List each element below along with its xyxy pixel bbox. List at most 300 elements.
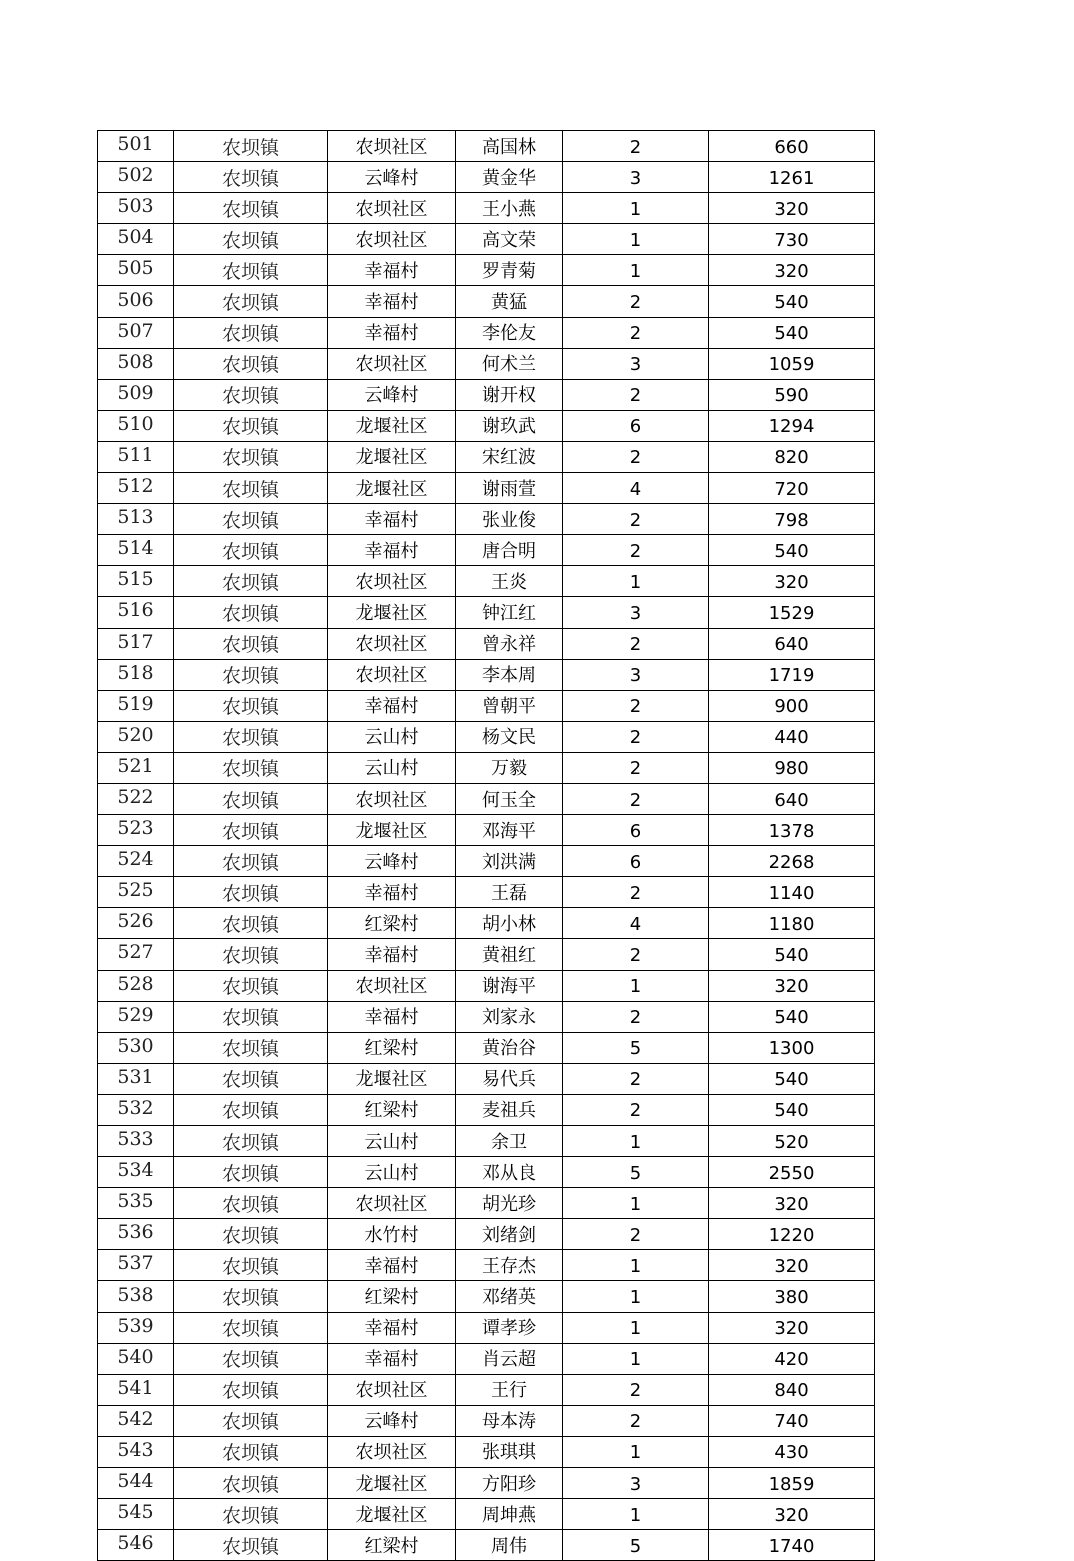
household-size-cell: 2 <box>563 1405 709 1436</box>
row-number-cell: 539 <box>98 1312 174 1343</box>
village-cell: 幸福村 <box>328 939 456 970</box>
row-number-cell: 519 <box>98 690 174 721</box>
village-cell: 幸福村 <box>328 690 456 721</box>
town-cell: 农坝镇 <box>174 348 328 379</box>
row-number-cell: 506 <box>98 286 174 317</box>
person-name-cell: 方阳珍 <box>456 1468 563 1499</box>
table-row <box>98 1094 875 1125</box>
person-name-cell: 何术兰 <box>456 348 563 379</box>
table-row <box>98 690 875 721</box>
town-cell: 农坝镇 <box>174 877 328 908</box>
table-row <box>98 721 875 752</box>
person-name-cell: 肖云超 <box>456 1343 563 1374</box>
village-cell: 红梁村 <box>328 1530 456 1561</box>
person-name-cell: 邓海平 <box>456 815 563 846</box>
village-cell: 龙堰社区 <box>328 815 456 846</box>
person-name-cell: 张琪琪 <box>456 1436 563 1467</box>
row-number-cell: 538 <box>98 1281 174 1312</box>
village-cell: 农坝社区 <box>328 659 456 690</box>
amount-cell: 1859 <box>709 1468 875 1499</box>
table-row <box>98 1281 875 1312</box>
household-size-cell: 6 <box>563 846 709 877</box>
village-cell: 云山村 <box>328 752 456 783</box>
village-cell: 幸福村 <box>328 877 456 908</box>
row-number-cell: 502 <box>98 162 174 193</box>
row-number-cell: 546 <box>98 1530 174 1561</box>
town-cell: 农坝镇 <box>174 970 328 1001</box>
town-cell: 农坝镇 <box>174 1032 328 1063</box>
amount-cell: 980 <box>709 752 875 783</box>
village-cell: 龙堰社区 <box>328 1468 456 1499</box>
amount-cell: 1378 <box>709 815 875 846</box>
table-row <box>98 317 875 348</box>
amount-cell: 540 <box>709 1094 875 1125</box>
town-cell: 农坝镇 <box>174 597 328 628</box>
town-cell: 农坝镇 <box>174 752 328 783</box>
row-number-cell: 544 <box>98 1468 174 1499</box>
household-size-cell: 2 <box>563 317 709 348</box>
village-cell: 红梁村 <box>328 1094 456 1125</box>
town-cell: 农坝镇 <box>174 255 328 286</box>
amount-cell: 1719 <box>709 659 875 690</box>
table-row <box>98 628 875 659</box>
village-cell: 龙堰社区 <box>328 410 456 441</box>
household-size-cell: 2 <box>563 441 709 472</box>
person-name-cell: 高文荣 <box>456 224 563 255</box>
row-number-cell: 532 <box>98 1094 174 1125</box>
town-cell: 农坝镇 <box>174 1188 328 1219</box>
row-number-cell: 541 <box>98 1374 174 1405</box>
table-row <box>98 441 875 472</box>
town-cell: 农坝镇 <box>174 535 328 566</box>
village-cell: 云山村 <box>328 1126 456 1157</box>
row-number-cell: 521 <box>98 752 174 783</box>
table-row <box>98 1157 875 1188</box>
village-cell: 龙堰社区 <box>328 473 456 504</box>
table-row <box>98 597 875 628</box>
village-cell: 幸福村 <box>328 1250 456 1281</box>
row-number-cell: 501 <box>98 131 174 162</box>
household-size-cell: 2 <box>563 131 709 162</box>
person-name-cell: 刘洪满 <box>456 846 563 877</box>
town-cell: 农坝镇 <box>174 908 328 939</box>
town-cell: 农坝镇 <box>174 1281 328 1312</box>
household-size-cell: 2 <box>563 1219 709 1250</box>
person-name-cell: 谭孝珍 <box>456 1312 563 1343</box>
amount-cell: 1220 <box>709 1219 875 1250</box>
town-cell: 农坝镇 <box>174 659 328 690</box>
town-cell: 农坝镇 <box>174 1468 328 1499</box>
person-name-cell: 黄祖红 <box>456 939 563 970</box>
table-row <box>98 1468 875 1499</box>
person-name-cell: 高国林 <box>456 131 563 162</box>
household-size-cell: 1 <box>563 1499 709 1530</box>
village-cell: 红梁村 <box>328 1281 456 1312</box>
amount-cell: 1059 <box>709 348 875 379</box>
village-cell: 农坝社区 <box>328 1436 456 1467</box>
village-cell: 幸福村 <box>328 317 456 348</box>
row-number-cell: 527 <box>98 939 174 970</box>
household-size-cell: 3 <box>563 597 709 628</box>
town-cell: 农坝镇 <box>174 846 328 877</box>
town-cell: 农坝镇 <box>174 441 328 472</box>
table-row <box>98 1436 875 1467</box>
table-row <box>98 535 875 566</box>
amount-cell: 1529 <box>709 597 875 628</box>
row-number-cell: 528 <box>98 970 174 1001</box>
table-row <box>98 1032 875 1063</box>
town-cell: 农坝镇 <box>174 504 328 535</box>
amount-cell: 1140 <box>709 877 875 908</box>
household-size-cell: 1 <box>563 1188 709 1219</box>
person-name-cell: 胡小林 <box>456 908 563 939</box>
amount-cell: 320 <box>709 1312 875 1343</box>
person-name-cell: 何玉全 <box>456 783 563 814</box>
village-cell: 云山村 <box>328 1157 456 1188</box>
row-number-cell: 516 <box>98 597 174 628</box>
household-size-cell: 1 <box>563 1281 709 1312</box>
row-number-cell: 529 <box>98 1001 174 1032</box>
household-size-cell: 2 <box>563 1374 709 1405</box>
household-size-cell: 1 <box>563 193 709 224</box>
household-size-cell: 2 <box>563 721 709 752</box>
household-size-cell: 5 <box>563 1032 709 1063</box>
town-cell: 农坝镇 <box>174 939 328 970</box>
village-cell: 龙堰社区 <box>328 1499 456 1530</box>
household-size-cell: 2 <box>563 877 709 908</box>
town-cell: 农坝镇 <box>174 1001 328 1032</box>
household-size-cell: 1 <box>563 1436 709 1467</box>
village-cell: 龙堰社区 <box>328 597 456 628</box>
amount-cell: 320 <box>709 193 875 224</box>
village-cell: 红梁村 <box>328 1032 456 1063</box>
person-name-cell: 周坤燕 <box>456 1499 563 1530</box>
table-row <box>98 1063 875 1094</box>
row-number-cell: 513 <box>98 504 174 535</box>
village-cell: 幸福村 <box>328 1001 456 1032</box>
amount-cell: 540 <box>709 286 875 317</box>
person-name-cell: 李伦友 <box>456 317 563 348</box>
household-size-cell: 2 <box>563 1001 709 1032</box>
row-number-cell: 534 <box>98 1157 174 1188</box>
amount-cell: 590 <box>709 379 875 410</box>
household-size-cell: 2 <box>563 535 709 566</box>
row-number-cell: 514 <box>98 535 174 566</box>
amount-cell: 520 <box>709 1126 875 1157</box>
amount-cell: 540 <box>709 939 875 970</box>
town-cell: 农坝镇 <box>174 286 328 317</box>
household-size-cell: 6 <box>563 410 709 441</box>
household-size-cell: 5 <box>563 1530 709 1561</box>
amount-cell: 440 <box>709 721 875 752</box>
row-number-cell: 505 <box>98 255 174 286</box>
village-cell: 农坝社区 <box>328 348 456 379</box>
town-cell: 农坝镇 <box>174 1499 328 1530</box>
household-size-cell: 2 <box>563 1063 709 1094</box>
household-size-cell: 1 <box>563 1343 709 1374</box>
amount-cell: 660 <box>709 131 875 162</box>
row-number-cell: 518 <box>98 659 174 690</box>
amount-cell: 320 <box>709 566 875 597</box>
row-number-cell: 530 <box>98 1032 174 1063</box>
person-name-cell: 罗青菊 <box>456 255 563 286</box>
table-row <box>98 1312 875 1343</box>
person-name-cell: 麦祖兵 <box>456 1094 563 1125</box>
row-number-cell: 543 <box>98 1436 174 1467</box>
row-number-cell: 545 <box>98 1499 174 1530</box>
row-number-cell: 509 <box>98 379 174 410</box>
row-number-cell: 520 <box>98 721 174 752</box>
household-size-cell: 6 <box>563 815 709 846</box>
table-row <box>98 193 875 224</box>
town-cell: 农坝镇 <box>174 224 328 255</box>
town-cell: 农坝镇 <box>174 721 328 752</box>
amount-cell: 430 <box>709 1436 875 1467</box>
town-cell: 农坝镇 <box>174 131 328 162</box>
table-row <box>98 410 875 441</box>
town-cell: 农坝镇 <box>174 1312 328 1343</box>
town-cell: 农坝镇 <box>174 162 328 193</box>
village-cell: 幸福村 <box>328 1343 456 1374</box>
amount-cell: 730 <box>709 224 875 255</box>
town-cell: 农坝镇 <box>174 379 328 410</box>
table-row <box>98 1219 875 1250</box>
row-number-cell: 526 <box>98 908 174 939</box>
table-row <box>98 224 875 255</box>
town-cell: 农坝镇 <box>174 473 328 504</box>
person-name-cell: 钟江红 <box>456 597 563 628</box>
amount-cell: 900 <box>709 690 875 721</box>
table-body <box>98 131 875 1561</box>
person-name-cell: 杨文民 <box>456 721 563 752</box>
row-number-cell: 537 <box>98 1250 174 1281</box>
person-name-cell: 谢开权 <box>456 379 563 410</box>
village-cell: 幸福村 <box>328 1312 456 1343</box>
amount-cell: 1180 <box>709 908 875 939</box>
data-table <box>97 130 875 1561</box>
person-name-cell: 王行 <box>456 1374 563 1405</box>
row-number-cell: 523 <box>98 815 174 846</box>
amount-cell: 540 <box>709 1001 875 1032</box>
town-cell: 农坝镇 <box>174 1094 328 1125</box>
table-row <box>98 504 875 535</box>
table-row <box>98 566 875 597</box>
table-row <box>98 659 875 690</box>
village-cell: 云峰村 <box>328 379 456 410</box>
amount-cell: 720 <box>709 473 875 504</box>
table-row <box>98 1250 875 1281</box>
table-row <box>98 815 875 846</box>
table-row <box>98 939 875 970</box>
town-cell: 农坝镇 <box>174 1126 328 1157</box>
village-cell: 幸福村 <box>328 535 456 566</box>
household-size-cell: 2 <box>563 690 709 721</box>
row-number-cell: 504 <box>98 224 174 255</box>
row-number-cell: 540 <box>98 1343 174 1374</box>
table-row <box>98 255 875 286</box>
row-number-cell: 508 <box>98 348 174 379</box>
person-name-cell: 曾永祥 <box>456 628 563 659</box>
amount-cell: 640 <box>709 783 875 814</box>
amount-cell: 740 <box>709 1405 875 1436</box>
amount-cell: 320 <box>709 1499 875 1530</box>
row-number-cell: 536 <box>98 1219 174 1250</box>
household-size-cell: 2 <box>563 286 709 317</box>
table-row <box>98 473 875 504</box>
town-cell: 农坝镇 <box>174 193 328 224</box>
town-cell: 农坝镇 <box>174 410 328 441</box>
village-cell: 云峰村 <box>328 1405 456 1436</box>
person-name-cell: 刘家永 <box>456 1001 563 1032</box>
person-name-cell: 余卫 <box>456 1126 563 1157</box>
person-name-cell: 王磊 <box>456 877 563 908</box>
table-row <box>98 970 875 1001</box>
town-cell: 农坝镇 <box>174 317 328 348</box>
village-cell: 幸福村 <box>328 255 456 286</box>
person-name-cell: 张业俊 <box>456 504 563 535</box>
person-name-cell: 谢玖武 <box>456 410 563 441</box>
table-row <box>98 1374 875 1405</box>
table-row <box>98 379 875 410</box>
town-cell: 农坝镇 <box>174 1530 328 1561</box>
amount-cell: 380 <box>709 1281 875 1312</box>
household-size-cell: 2 <box>563 1094 709 1125</box>
person-name-cell: 胡光珍 <box>456 1188 563 1219</box>
amount-cell: 2268 <box>709 846 875 877</box>
village-cell: 农坝社区 <box>328 783 456 814</box>
person-name-cell: 黄治谷 <box>456 1032 563 1063</box>
table-row <box>98 1530 875 1561</box>
row-number-cell: 503 <box>98 193 174 224</box>
amount-cell: 420 <box>709 1343 875 1374</box>
row-number-cell: 515 <box>98 566 174 597</box>
village-cell: 农坝社区 <box>328 193 456 224</box>
household-size-cell: 1 <box>563 1250 709 1281</box>
village-cell: 农坝社区 <box>328 1188 456 1219</box>
row-number-cell: 531 <box>98 1063 174 1094</box>
town-cell: 农坝镇 <box>174 1157 328 1188</box>
person-name-cell: 宋红波 <box>456 441 563 472</box>
person-name-cell: 李本周 <box>456 659 563 690</box>
person-name-cell: 王炎 <box>456 566 563 597</box>
row-number-cell: 524 <box>98 846 174 877</box>
village-cell: 农坝社区 <box>328 628 456 659</box>
row-number-cell: 542 <box>98 1405 174 1436</box>
household-size-cell: 1 <box>563 255 709 286</box>
table-row <box>98 1126 875 1157</box>
town-cell: 农坝镇 <box>174 566 328 597</box>
amount-cell: 840 <box>709 1374 875 1405</box>
village-cell: 红梁村 <box>328 908 456 939</box>
person-name-cell: 谢海平 <box>456 970 563 1001</box>
amount-cell: 320 <box>709 970 875 1001</box>
amount-cell: 2550 <box>709 1157 875 1188</box>
village-cell: 农坝社区 <box>328 566 456 597</box>
table-row <box>98 1188 875 1219</box>
row-number-cell: 511 <box>98 441 174 472</box>
amount-cell: 320 <box>709 255 875 286</box>
person-name-cell: 黄猛 <box>456 286 563 317</box>
table-row <box>98 348 875 379</box>
table-row <box>98 877 875 908</box>
person-name-cell: 母本涛 <box>456 1405 563 1436</box>
amount-cell: 320 <box>709 1188 875 1219</box>
table-row <box>98 908 875 939</box>
household-size-cell: 1 <box>563 566 709 597</box>
person-name-cell: 周伟 <box>456 1530 563 1561</box>
amount-cell: 1300 <box>709 1032 875 1063</box>
row-number-cell: 512 <box>98 473 174 504</box>
table-row <box>98 1499 875 1530</box>
amount-cell: 540 <box>709 317 875 348</box>
amount-cell: 1294 <box>709 410 875 441</box>
table-row <box>98 286 875 317</box>
person-name-cell: 谢雨萱 <box>456 473 563 504</box>
village-cell: 云峰村 <box>328 846 456 877</box>
person-name-cell: 曾朝平 <box>456 690 563 721</box>
table-row <box>98 1405 875 1436</box>
household-size-cell: 3 <box>563 348 709 379</box>
person-name-cell: 黄金华 <box>456 162 563 193</box>
town-cell: 农坝镇 <box>174 1405 328 1436</box>
amount-cell: 1261 <box>709 162 875 193</box>
row-number-cell: 507 <box>98 317 174 348</box>
row-number-cell: 525 <box>98 877 174 908</box>
village-cell: 龙堰社区 <box>328 1063 456 1094</box>
amount-cell: 640 <box>709 628 875 659</box>
household-size-cell: 2 <box>563 752 709 783</box>
amount-cell: 798 <box>709 504 875 535</box>
town-cell: 农坝镇 <box>174 815 328 846</box>
household-size-cell: 3 <box>563 162 709 193</box>
town-cell: 农坝镇 <box>174 1343 328 1374</box>
household-size-cell: 2 <box>563 783 709 814</box>
table-row <box>98 783 875 814</box>
household-size-cell: 2 <box>563 504 709 535</box>
village-cell: 农坝社区 <box>328 224 456 255</box>
town-cell: 农坝镇 <box>174 1250 328 1281</box>
household-size-cell: 2 <box>563 939 709 970</box>
household-size-cell: 2 <box>563 628 709 659</box>
town-cell: 农坝镇 <box>174 1374 328 1405</box>
village-cell: 农坝社区 <box>328 131 456 162</box>
person-name-cell: 易代兵 <box>456 1063 563 1094</box>
household-size-cell: 1 <box>563 1312 709 1343</box>
table-row <box>98 131 875 162</box>
amount-cell: 540 <box>709 1063 875 1094</box>
household-size-cell: 1 <box>563 1126 709 1157</box>
table-row <box>98 162 875 193</box>
village-cell: 云峰村 <box>328 162 456 193</box>
village-cell: 幸福村 <box>328 504 456 535</box>
row-number-cell: 522 <box>98 783 174 814</box>
row-number-cell: 517 <box>98 628 174 659</box>
household-size-cell: 2 <box>563 379 709 410</box>
town-cell: 农坝镇 <box>174 690 328 721</box>
amount-cell: 1740 <box>709 1530 875 1561</box>
village-cell: 农坝社区 <box>328 1374 456 1405</box>
person-name-cell: 万毅 <box>456 752 563 783</box>
person-name-cell: 王存杰 <box>456 1250 563 1281</box>
amount-cell: 320 <box>709 1250 875 1281</box>
village-cell: 龙堰社区 <box>328 441 456 472</box>
village-cell: 幸福村 <box>328 286 456 317</box>
household-size-cell: 3 <box>563 659 709 690</box>
table-row <box>98 752 875 783</box>
row-number-cell: 535 <box>98 1188 174 1219</box>
amount-cell: 820 <box>709 441 875 472</box>
person-name-cell: 邓从良 <box>456 1157 563 1188</box>
